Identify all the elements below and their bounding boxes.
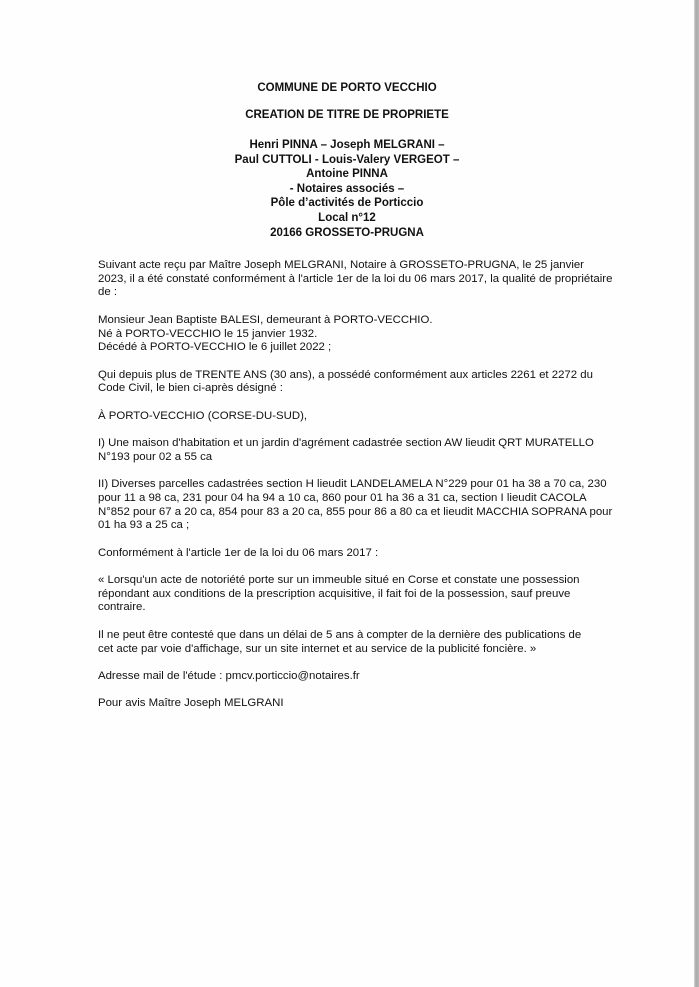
notaires-line: Antoine PINNA [306, 168, 388, 181]
paragraph-loi [98, 547, 603, 561]
notaires-line: Henri PINNA – Joseph MELGRANI – [249, 139, 445, 151]
text-line: N°852 pour 67 a 20 ca, 854 pour 83 a 20 ca, 855 pour 86 a 80 ca et lieudit MACCHIA SOPRANA pour [98, 505, 613, 518]
paragraph-acte [98, 259, 613, 300]
text-line: I) Une maison d'habitation et un jardin d'agrément cadastrée section AW lieudit QRT MURATELLO [98, 437, 594, 450]
text-line: répondant aux conditions de la prescription acquisitive, il fait foi de la possession, sauf preuve [98, 587, 571, 600]
notaires-line: Pôle d’activités de Porticcio [270, 197, 424, 210]
paragraph-email [98, 670, 603, 684]
text-line: cet acte par voie d'affichage, sur un site internet et au service de la publicité foncière. » [98, 642, 537, 655]
paragraph-signature [98, 697, 603, 711]
notaires-line: 20166 GROSSETO-PRUGNA [270, 226, 424, 239]
paragraph-citation-2 [98, 629, 603, 656]
paragraph-bien-2 [98, 478, 613, 533]
notaires-line: - Notaires associés – [289, 182, 405, 195]
text-line: Qui depuis plus de TRENTE ANS (30 ans), a possédé conformément aux articles 2261 et 2272 du [98, 368, 593, 381]
text-line: À PORTO-VECCHIO (CORSE-DU-SUD), [98, 409, 308, 422]
paragraph-bien-1 [98, 437, 603, 464]
document-body [98, 259, 613, 725]
text-line: de : [98, 286, 117, 299]
text-line: « Lorsqu'un acte de notoriété porte sur un immeuble situé en Corse et constate une possession [98, 574, 580, 587]
text-line: Pour avis Maître Joseph MELGRANI [98, 697, 284, 710]
notaires-block [0, 138, 694, 240]
text-line: pour 11 a 98 ca, 231 pour 04 ha 94 a 10 ca, 860 pour 01 ha 36 a 31 ca, section I lieudit CACOLA [98, 491, 587, 504]
notaires-line: Local n°12 [318, 211, 376, 224]
text-line: Décédé à PORTO-VECCHIO le 6 juillet 2022 ; [98, 341, 332, 354]
document-title: COMMUNE DE PORTO VECCHIO [257, 82, 437, 94]
paragraph-proprietaire [98, 314, 603, 355]
text-line: N°193 pour 02 a 55 ca [98, 450, 213, 463]
page-edge-scrollbar[interactable] [694, 0, 699, 987]
text-line: Monsieur Jean Baptiste BALESI, demeurant à PORTO-VECCHIO. [98, 313, 433, 326]
text-line: 01 ha 93 a 25 ca ; [98, 519, 190, 532]
text-line: Code Civil, le bien ci-après désigné : [98, 382, 283, 395]
paragraph-citation-1 [98, 574, 603, 615]
text-line: Né à PORTO-VECCHIO le 15 janvier 1932. [98, 327, 318, 340]
document-subtitle: CREATION DE TITRE DE PROPRIETE [245, 109, 449, 121]
text-line: Suivant acte reçu par Maître Joseph MELGRANI, Notaire à GROSSETO-PRUGNA, le 25 janvier [98, 259, 584, 271]
text-line: Il ne peut être contesté que dans un délai de 5 ans à compter de la dernière des publications de [98, 628, 582, 641]
text-line: 2023, il a été constaté conformément à l'article 1er de la loi du 06 mars 2017, la qualité de propriétaire [98, 272, 613, 285]
paragraph-possession [98, 369, 603, 396]
text-line: Adresse mail de l'étude : pmcv.porticcio@notaires.fr [98, 669, 360, 682]
paragraph-commune [98, 410, 603, 424]
text-line: Conformément à l'article 1er de la loi du 06 mars 2017 : [98, 546, 379, 559]
text-line: II) Diverses parcelles cadastrées section H lieudit LANDELAMELA N°229 pour 01 ha 38 a 70 ca, 230 [98, 478, 607, 491]
text-line: contraire. [98, 601, 146, 614]
notaires-line: Paul CUTTOLI - Louis-Valery VERGEOT – [234, 153, 460, 166]
